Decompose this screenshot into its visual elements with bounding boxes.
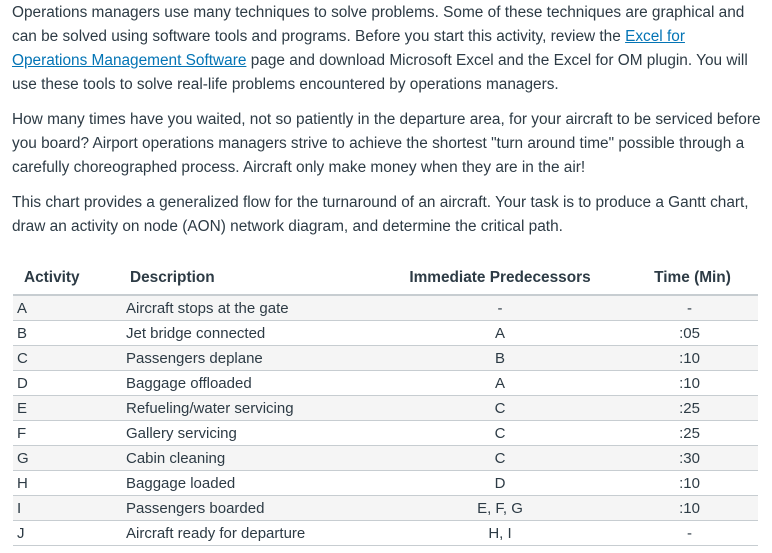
table-row bbox=[13, 421, 758, 446]
cell-predecessors: D bbox=[385, 471, 615, 496]
cell-activity: F bbox=[13, 421, 124, 446]
cell-description: Gallery servicing bbox=[124, 421, 385, 446]
cell-time: - bbox=[615, 521, 758, 546]
cell-time: :10 bbox=[615, 471, 758, 496]
cell-predecessors: C bbox=[385, 396, 615, 421]
cell-time: :10 bbox=[615, 346, 758, 371]
turnaround-paragraph: How many times have you waited, not so patiently in the departure area, for your aircraft to be serviced before you board? Airport operations managers strive to achieve the shortest "turn around time" possible through a carefully choreographed process. Aircraft only make money when they are in the air! bbox=[12, 111, 761, 176]
excel-for-om-software-link[interactable]: Excel for Operations Management Software bbox=[12, 28, 685, 69]
table-row bbox=[13, 295, 758, 321]
cell-predecessors: A bbox=[385, 321, 615, 346]
cell-activity: A bbox=[13, 295, 124, 321]
page-content bbox=[12, 0, 764, 239]
cell-description: Passengers deplane bbox=[124, 346, 385, 371]
cell-activity: G bbox=[13, 446, 124, 471]
cell-activity: C bbox=[13, 346, 124, 371]
cell-description: Cabin cleaning bbox=[124, 446, 385, 471]
activity-table bbox=[13, 261, 758, 546]
table-row bbox=[13, 321, 758, 346]
cell-activity: H bbox=[13, 471, 124, 496]
table-row bbox=[13, 371, 758, 396]
cell-time: :25 bbox=[615, 421, 758, 446]
cell-time: - bbox=[615, 295, 758, 321]
header-description: Description bbox=[124, 261, 385, 295]
cell-time: :10 bbox=[615, 371, 758, 396]
table-row bbox=[13, 446, 758, 471]
cell-activity: B bbox=[13, 321, 124, 346]
table-row bbox=[13, 396, 758, 421]
header-activity: Activity bbox=[13, 261, 124, 295]
header-time: Time (Min) bbox=[615, 261, 758, 295]
cell-predecessors: A bbox=[385, 371, 615, 396]
cell-description: Baggage loaded bbox=[124, 471, 385, 496]
cell-activity: J bbox=[13, 521, 124, 546]
table-header-row bbox=[13, 261, 758, 295]
cell-time: :05 bbox=[615, 321, 758, 346]
cell-time: :30 bbox=[615, 446, 758, 471]
cell-predecessors: - bbox=[385, 295, 615, 321]
intro-paragraph bbox=[12, 1, 764, 97]
intro-text-before-link: Operations managers use many techniques to solve problems. Some of these techniques are graphical and can be solved using software tools and programs. Before you start this activity, review the bbox=[12, 4, 745, 45]
cell-activity: D bbox=[13, 371, 124, 396]
cell-time: :10 bbox=[615, 496, 758, 521]
cell-activity: E bbox=[13, 396, 124, 421]
table-row bbox=[13, 471, 758, 496]
cell-time: :25 bbox=[615, 396, 758, 421]
cell-description: Baggage offloaded bbox=[124, 371, 385, 396]
cell-predecessors: E, F, G bbox=[385, 496, 615, 521]
cell-predecessors: H, I bbox=[385, 521, 615, 546]
cell-description: Jet bridge connected bbox=[124, 321, 385, 346]
table-row bbox=[13, 496, 758, 521]
cell-activity: I bbox=[13, 496, 124, 521]
cell-predecessors: C bbox=[385, 446, 615, 471]
header-predecessors: Immediate Predecessors bbox=[385, 261, 615, 295]
cell-predecessors: B bbox=[385, 346, 615, 371]
cell-description: Passengers boarded bbox=[124, 496, 385, 521]
table-row bbox=[13, 521, 758, 546]
cell-description: Aircraft ready for departure bbox=[124, 521, 385, 546]
cell-description: Refueling/water servicing bbox=[124, 396, 385, 421]
table-row bbox=[13, 346, 758, 371]
cell-description: Aircraft stops at the gate bbox=[124, 295, 385, 321]
cell-predecessors: C bbox=[385, 421, 615, 446]
intro-text-after-link: page and download Microsoft Excel and the Excel for OM plugin. You will use these tools to solve real-life problems encountered by operations managers. bbox=[12, 52, 748, 93]
task-paragraph: This chart provides a generalized flow for the turnaround of an aircraft. Your task is to produce a Gantt chart, draw an activity on node (AON) network diagram, and determine the critical path. bbox=[12, 194, 749, 235]
